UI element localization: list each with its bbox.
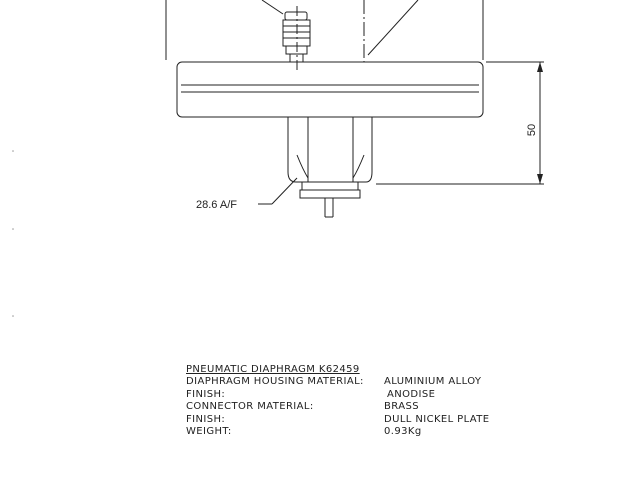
diaphragm-housing: [177, 62, 483, 117]
spec-row-connector-finish: [186, 414, 526, 426]
spec-row-connector-material: [186, 401, 526, 413]
dimension-af-label: 28.6 A/F: [196, 199, 237, 211]
scan-speck: [12, 228, 14, 230]
hex-connector: [288, 117, 372, 182]
dim-arrow-bottom: [537, 174, 543, 184]
dimension-50-label: 50: [526, 123, 538, 137]
spec-label: FINISH:: [186, 388, 226, 400]
spec-value: BRASS: [384, 401, 419, 413]
spec-title: PNEUMATIC DIAPHRAGM K62459: [186, 364, 360, 375]
spec-value: ANODISE: [387, 388, 436, 400]
spec-value: 0.93Kg: [384, 426, 422, 438]
scan-speck: [12, 315, 14, 317]
spec-label: FINISH:: [186, 413, 226, 425]
spec-value: ALUMINIUM ALLOY: [384, 376, 482, 388]
spec-row-housing-material: [186, 376, 526, 388]
spec-row-weight: [186, 426, 526, 438]
spec-block: [186, 364, 526, 438]
spec-label: WEIGHT:: [186, 426, 232, 438]
spec-label: DIAPHRAGM HOUSING MATERIAL:: [186, 376, 364, 388]
spec-row-housing-finish: [186, 389, 526, 401]
connector-stem: [300, 182, 360, 217]
leader-line-center: [368, 0, 418, 55]
leader-line-fitting: [262, 0, 283, 14]
spec-label: CONNECTOR MATERIAL:: [186, 401, 314, 413]
af-leader-line-angled: [272, 178, 297, 204]
dim-arrow-top: [537, 62, 543, 72]
scan-speck: [12, 150, 14, 152]
spec-value: DULL NICKEL PLATE: [384, 413, 490, 425]
